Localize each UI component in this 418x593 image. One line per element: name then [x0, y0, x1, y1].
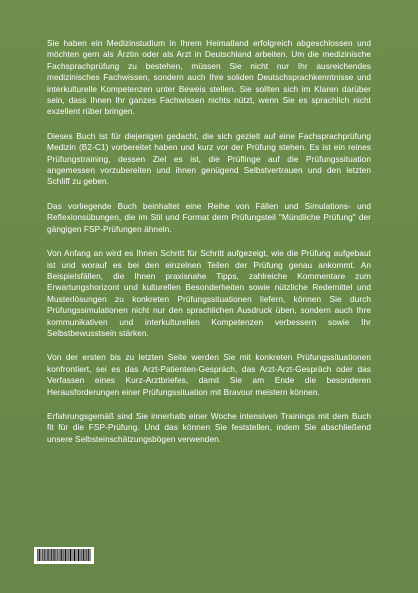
- blurb-paragraph-6: Erfahrungsgemäß sind Sie innerhalb einer Woche intensiven Trainings mit dem Buch fit für die FSP-Prüfung. Und das können Sie feststellen, indem Sie abschließend unsere Selbsteinschätzungsbögen verwenden.: [47, 410, 371, 444]
- blurb-text: [47, 38, 371, 458]
- blurb-paragraph-4: Von Anfang an wird es Ihnen Schritt für Schritt aufgezeigt, wie die Prüfung aufgebaut ist und worauf es bei den einzelnen Teilen der Prüfung genau ankommt. An Beispielsfällen, die Ihnen praxisnahe Tipps, zahlreiche Kommentare zum Erwartungshorizont und kulturellen Besonderheiten sowie nützliche Redemittel und Musterlösungen zu konkreten Prüfungssituationen liefern, können Sie durch Prüfungssimulationen nicht nur den sprachlichen Ausdruck üben, sondern auch Ihre kommunikativen und interkulturellen Kompetenzen verbessern sowie Ihr Selbstbewusstsein stärken.: [47, 248, 371, 338]
- blurb-paragraph-3: Das vorliegende Buch beinhaltet eine Reihe von Fällen und Simulations- und Reflexionsübungen, die im Stil und Format dem Prüfungsteil "Mündliche Prüfung" der gängigen FSP-Prüfungen ähneln.: [47, 200, 371, 234]
- barcode-bars: [37, 549, 91, 561]
- blurb-paragraph-1: Sie haben ein Medizinstudium in Ihrem Heimatland erfolgreich abgeschlossen und möchten gern als Ärztin oder als Arzt in Deutschland arbeiten. Um die medizinische Fachsprachprüfung zu bestehen, müssen Sie nicht nur Ihr ausreichendes medizinisches Fachwissen, sondern auch Ihre soliden Deutschsprachkenntnisse und interkulturelle Kompetenzen unter Beweis stellen. Sie sollten sich im Klaren darüber sein, dass Ihnen Ihr ganzes Fachwissen nichts nützt, wenn Sie es sprachlich nicht exzellent rüber bringen.: [47, 38, 371, 117]
- blurb-paragraph-5: Von der ersten bis zu letzten Seite werden Sie mit konkreten Prüfungssituationen konfrontiert, sei es das Arzt-Patienten-Gespräch, das Arzt-Arzt-Gespräch oder das Verfassen eines Kurz-Arztbriefes, damit Sie am Ende die besonderen Herausforderungen einer Prüfungssituation mit Bravour meistern können.: [47, 352, 371, 397]
- blurb-paragraph-2: Dieses Buch ist für diejenigen gedacht, die sich gezielt auf eine Fachsprachprüfung Medizin (B2-C1) vorbereitet haben und kurz vor der Prüfung stehen. Es ist ein reines Prüfungstraining, dessen Ziel es ist, die Prüflinge auf die Prüfungssituation angemessen vorzubereiten und ihnen genügend Selbstvertrauen und den letzten Schliff zu geben.: [47, 130, 371, 187]
- barcode-image: [34, 547, 94, 564]
